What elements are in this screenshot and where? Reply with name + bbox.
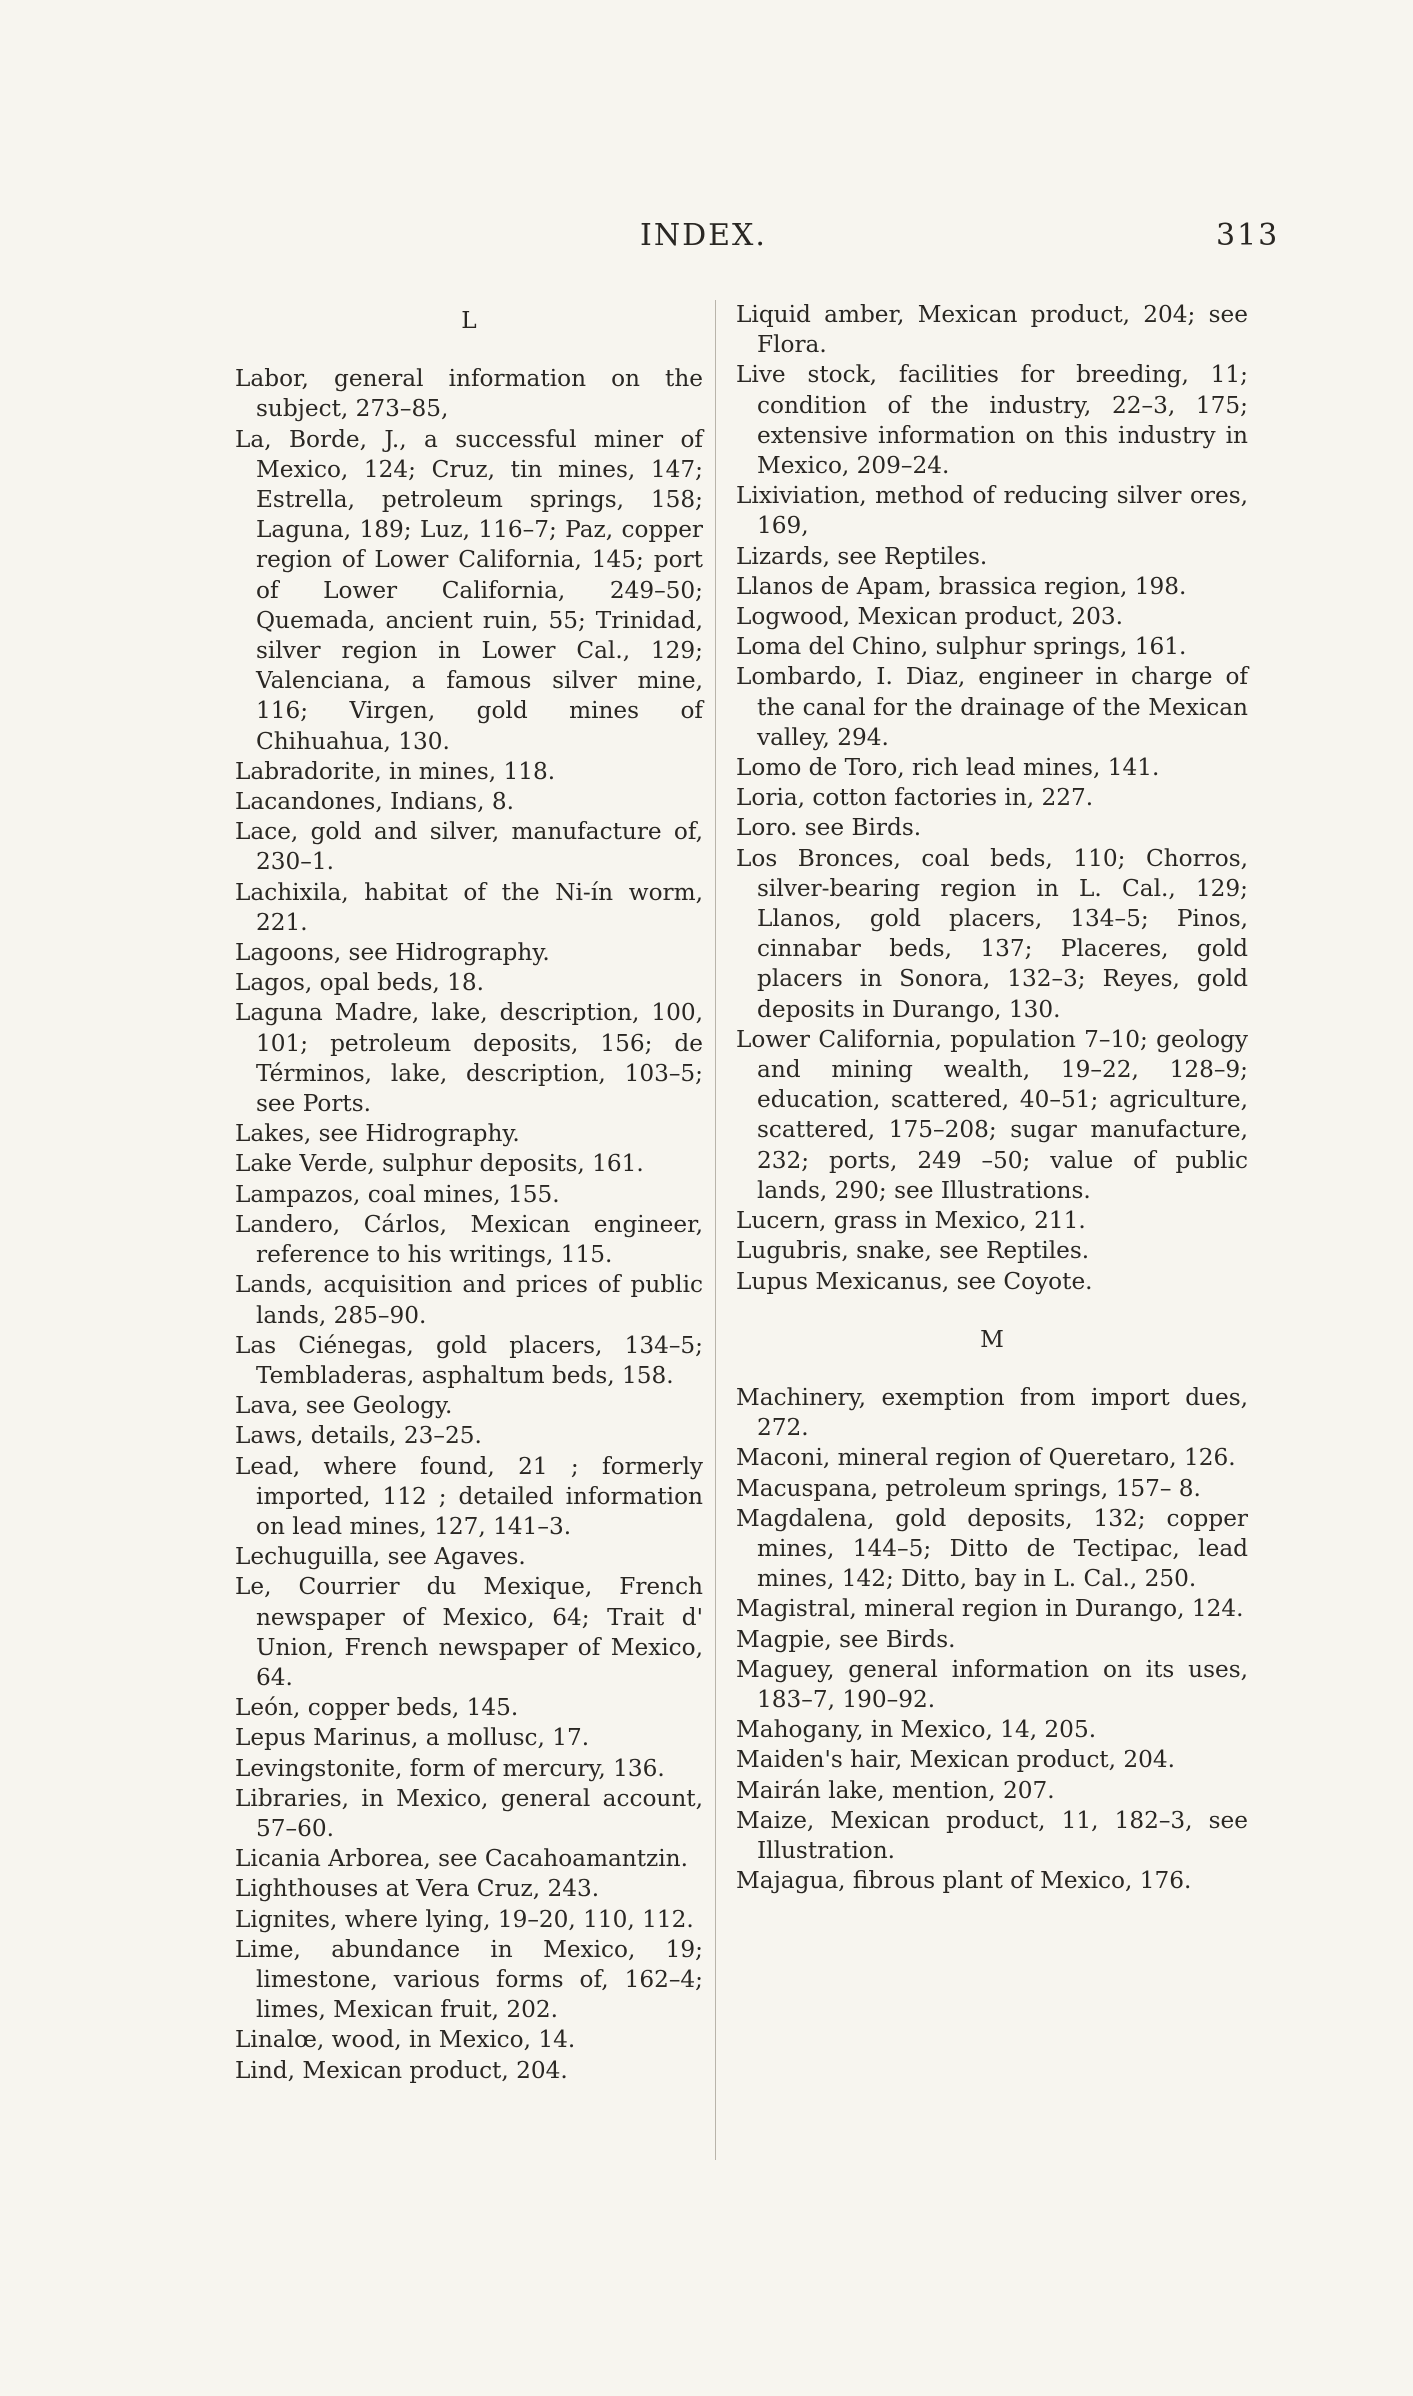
index-entry: Machinery, exemption from import dues, 272. — [736, 1383, 1248, 1442]
index-entry: Lepus Marinus, a mollusc, 17. — [235, 1724, 590, 1752]
index-entry: Maiden's hair, Mexican product, 204. — [736, 1746, 1175, 1774]
index-entry: Lind, Mexican product, 204. — [235, 2056, 568, 2084]
page-title: INDEX. — [640, 218, 767, 253]
index-entry: Lampazos, coal mines, 155. — [235, 1180, 560, 1208]
index-entry: Lake Verde, sulphur deposits, 161. — [235, 1150, 644, 1178]
index-entry: Maize, Mexican product, 11, 182–3, see Illustration. — [736, 1806, 1248, 1864]
index-entry: Lacandones, Indians, 8. — [235, 788, 514, 816]
page-number: 313 — [1216, 218, 1280, 253]
index-entry: Lagoons, see Hidrography. — [235, 939, 550, 967]
index-entry: Lace, gold and silver, manufacture of, 230–1. — [235, 818, 703, 876]
index-entry: Lixiviation, method of reducing silver ores, 169, — [736, 482, 1248, 540]
index-entry: Landero, Cárlos, Mexican engineer, reference to his writings, 115. — [235, 1210, 703, 1269]
index-entry: Lugubris, snake, see Reptiles. — [736, 1237, 1090, 1265]
index-entry: Logwood, Mexican product, 203. — [736, 603, 1123, 631]
index-entry: Majagua, fibrous plant of Mexico, 176. — [736, 1867, 1192, 1895]
index-entry: Lechuguilla, see Agaves. — [235, 1543, 526, 1571]
index-entry: Lands, acquisition and prices of public lands, 285–90. — [235, 1271, 703, 1329]
index-entry: Le, Courrier du Mexique, French newspaper of Mexico, 64; Trait d' Union, French newspaper of Mexico, 64. — [235, 1573, 703, 1691]
index-entry: Lupus Mexicanus, see Coyote. — [736, 1267, 1093, 1295]
index-entry: Lucern, grass in Mexico, 211. — [736, 1207, 1086, 1235]
running-head — [0, 218, 1413, 258]
index-entry: Magpie, see Birds. — [736, 1625, 956, 1653]
index-entry: Laws, details, 23–25. — [235, 1422, 482, 1450]
index-entry: Linalœ, wood, in Mexico, 14. — [235, 2026, 576, 2054]
index-entry: Mairán lake, mention, 207. — [736, 1776, 1055, 1804]
index-entry: Loro. see Birds. — [736, 814, 922, 842]
index-entry: Labradorite, in mines, 118. — [235, 757, 556, 785]
index-entry: Lighthouses at Vera Cruz, 243. — [235, 1875, 600, 1903]
index-entry: Licania Arborea, see Cacahoamantzin. — [235, 1845, 688, 1873]
column-divider — [715, 300, 716, 2160]
index-entry: Lagos, opal beds, 18. — [235, 969, 485, 997]
right-column — [736, 300, 1248, 1896]
index-entry: Lachixila, habitat of the Ni-ín worm, 221. — [235, 878, 703, 936]
section-letter-m: M — [980, 1325, 1004, 1353]
index-entry: Loma del Chino, sulphur springs, 161. — [736, 633, 1187, 661]
index-entry: Las Ciénegas, gold placers, 134–5; Tembladeras, asphaltum beds, 158. — [235, 1331, 703, 1389]
index-entry: Libraries, in Mexico, general account, 57–60. — [235, 1784, 703, 1842]
left-column — [235, 300, 703, 2086]
index-entry: León, copper beds, 145. — [235, 1694, 519, 1722]
index-entry: Maguey, general information on its uses, 183–7, 190–92. — [736, 1655, 1248, 1713]
index-entry: Llanos de Apam, brassica region, 198. — [736, 572, 1187, 600]
index-entry: Los Bronces, coal beds, 110; Chorros, silver-bearing region in L. Cal., 129; Llanos, gold placers, 134–5; Pinos, cinnabar beds, 137; Placeres, gold placers in Sonora, 132–3; Reyes, gold deposits in Durango, 130. — [736, 844, 1248, 1023]
index-entry: Lombardo, I. Diaz, engineer in charge of the canal for the drainage of the Mexican valley, 294. — [736, 663, 1248, 751]
index-entry: Macuspana, petroleum springs, 157– 8. — [736, 1474, 1201, 1502]
index-entry: Lower California, population 7–10; geology and mining wealth, 19–22, 128–9; education, scattered, 40–51; agriculture, scattered, 175–208; sugar manufacture, 232; ports, 249 –50; value of public lands, 290; see Illustrations. — [736, 1025, 1248, 1204]
index-entry: La, Borde, J., a successful miner of Mexico, 124; Cruz, tin mines, 147; Estrella, petroleum springs, 158; Laguna, 189; Luz, 116–7; Paz, copper region of Lower California, 145; port of Lower California, 249–50; Quemada, ancient ruin, 55; Trinidad, silver region in Lower Cal., 129; Valenciana, a famous silver mine, 116; Virgen, gold mines of Chihuahua, 130. — [235, 425, 703, 755]
index-entry: Lakes, see Hidrography. — [235, 1120, 520, 1148]
index-entry: Lava, see Geology. — [235, 1392, 453, 1420]
index-entry: Magistral, mineral region in Durango, 124. — [736, 1595, 1244, 1623]
index-entry: Lime, abundance in Mexico, 19; limestone, various forms of, 162–4; limes, Mexican fruit, 202. — [235, 1935, 703, 2024]
index-entry: Lizards, see Reptiles. — [736, 542, 988, 570]
index-entry: Lomo de Toro, rich lead mines, 141. — [736, 754, 1160, 782]
index-entry: Lignites, where lying, 19–20, 110, 112. — [235, 1905, 694, 1933]
index-entry: Maconi, mineral region of Queretaro, 126. — [736, 1444, 1236, 1472]
right-entry-list-l — [736, 300, 1248, 1297]
section-letter-l: L — [461, 307, 477, 334]
index-entry: Labor, general information on the subject, 273–85, — [235, 365, 703, 423]
index-entry: Mahogany, in Mexico, 14, 205. — [736, 1716, 1097, 1744]
index-entry: Laguna Madre, lake, description, 100, 101; petroleum deposits, 156; de Términos, lake, description, 103–5; see Ports. — [235, 999, 703, 1118]
index-entry: Liquid amber, Mexican product, 204; see Flora. — [736, 301, 1248, 359]
index-entry: Magdalena, gold deposits, 132; copper mines, 144–5; Ditto de Tectipac, lead mines, 142; Ditto, bay in L. Cal., 250. — [736, 1504, 1248, 1593]
index-entry: Lead, where found, 21 ; formerly imported, 112 ; detailed information on lead mines, 127, 141–3. — [235, 1452, 703, 1540]
index-entry: Live stock, facilities for breeding, 11; condition of the industry, 22–3, 175; extensive information on this industry in Mexico, 209–24. — [736, 361, 1248, 480]
left-entry-list — [235, 364, 703, 2086]
index-entry: Levingstonite, form of mercury, 136. — [235, 1754, 665, 1782]
index-entry: Loria, cotton factories in, 227. — [736, 784, 1094, 812]
right-entry-list-m — [736, 1383, 1248, 1896]
